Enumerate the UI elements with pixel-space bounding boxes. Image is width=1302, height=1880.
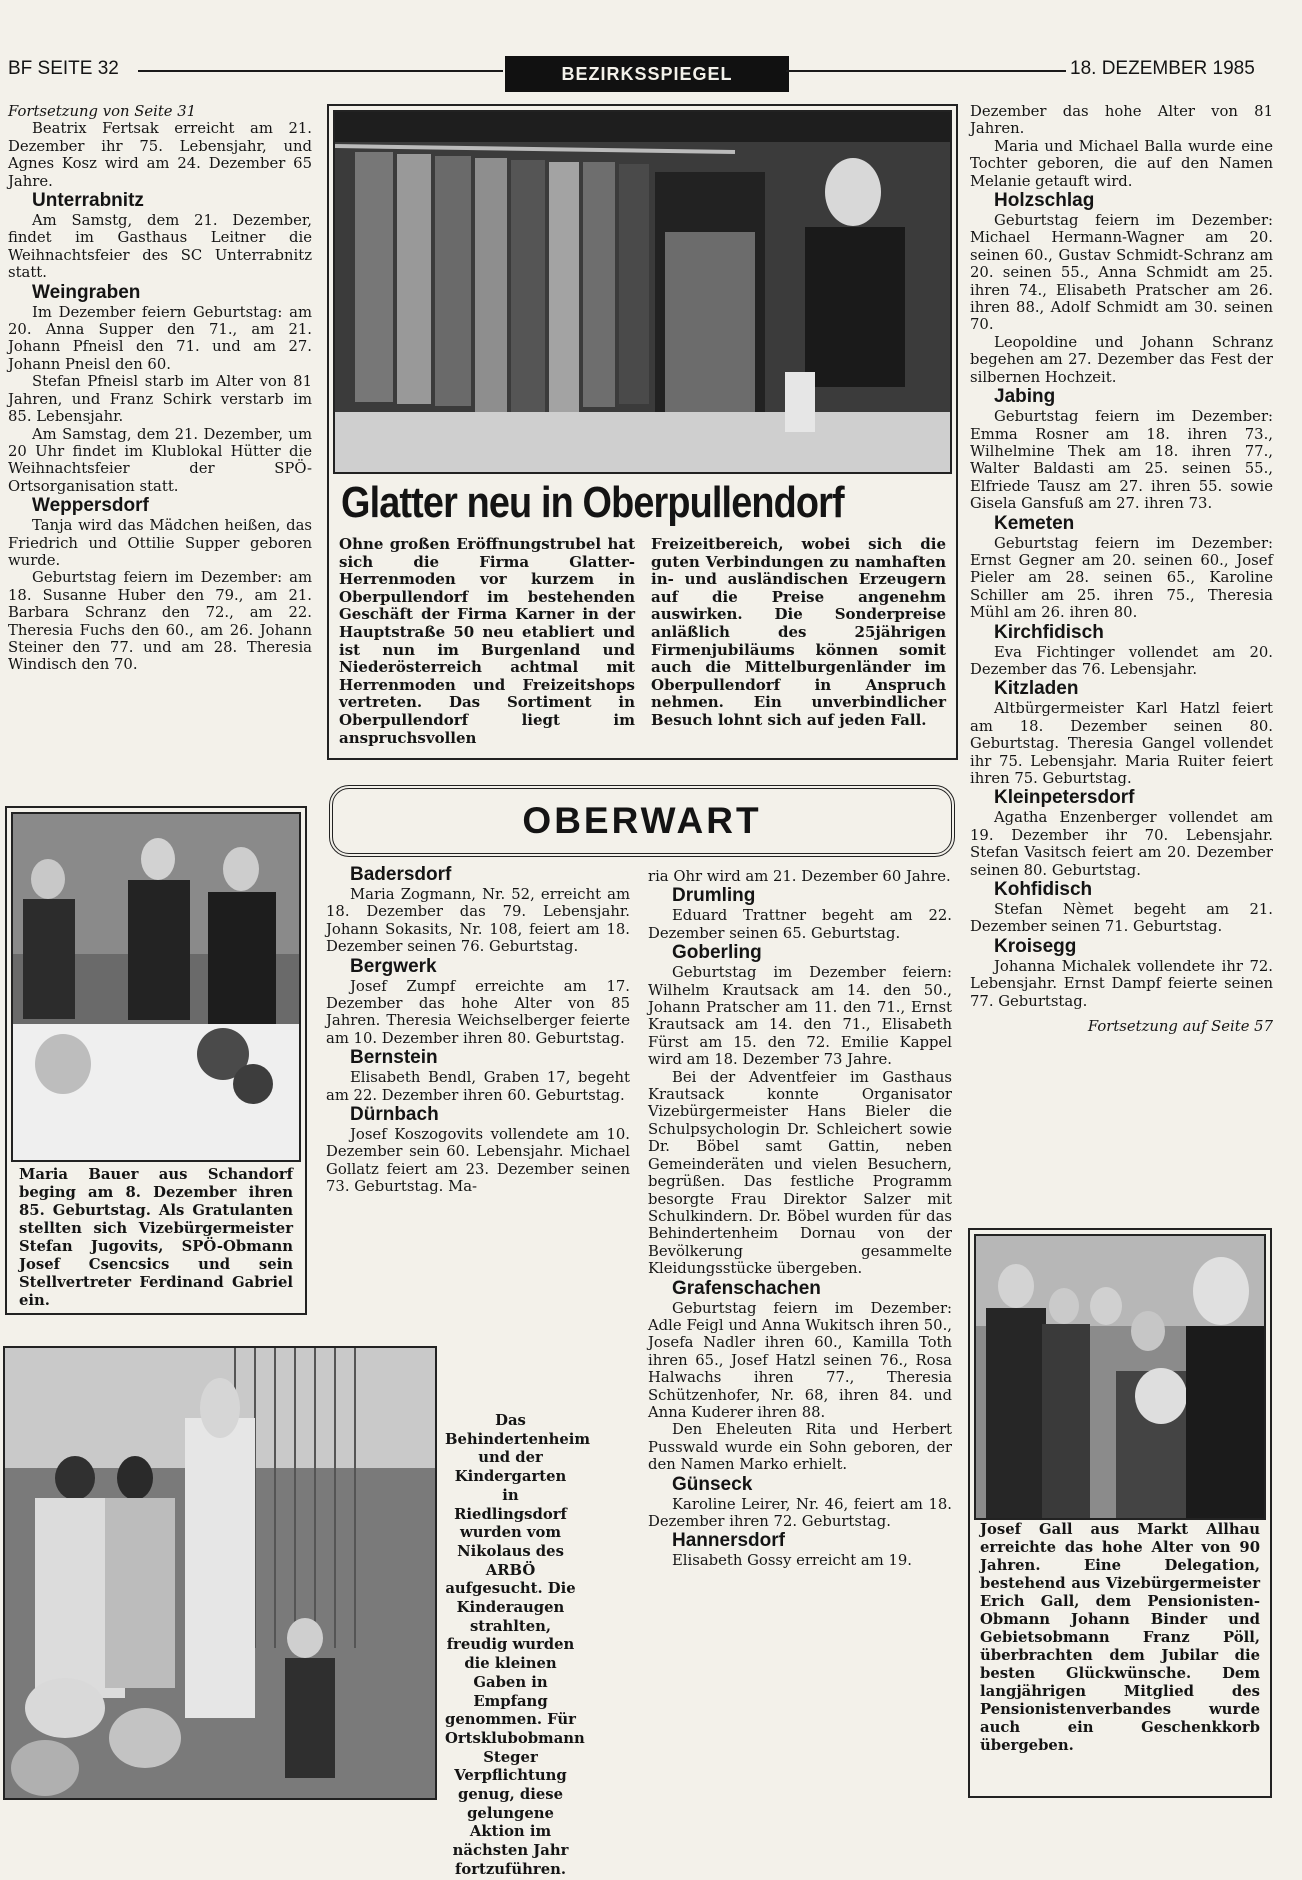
gall-photo-box bbox=[968, 1228, 1272, 1798]
paragraph: Geburtstag feiern im Dezember: Michael Hermann-Wagner am 20. seinen 60., Gustav Schmidt-Schranz am 20. seinen 55., Anna Schmidt am 25. ihren 74., Elisabeth Pratscher am 26. ihren 88., Adolf Schmidt am 30. seinen 70. bbox=[970, 212, 1273, 334]
header-rule-right bbox=[786, 70, 1066, 72]
continued-from: Fortsetzung von Seite 31 bbox=[8, 103, 197, 120]
paragraph: Stefan Pfneisl starb im Alter von 81 Jahren, und Franz Schirk verstarb im 85. Lebensjahr. bbox=[8, 373, 312, 426]
place-heading: Kirchfidisch bbox=[994, 621, 1104, 643]
place-heading: Goberling bbox=[672, 942, 762, 964]
paragraph: Geburtstag feiern im Dezember: Adle Feigl und Anna Wukitsch ihren 50., Josefa Nadler ihren 60., Kamilla Toth ihren 65., Josef Hatzl seinen 76., Rosa Halwachs ihren 77., Theresia Schützenhofer, Nr. 68, ihren 84. und Anna Kuderer ihren 88. bbox=[648, 1299, 952, 1421]
bauer-photo bbox=[11, 812, 301, 1162]
place-heading: Unterrabnitz bbox=[32, 190, 144, 212]
bauer-caption: Maria Bauer aus Schandorf beging am 8. Dezember ihren 85. Geburtstag. Als Gratulanten stellten sich Vizebürgermeister Stefan Jugovits, SPÖ-Obmann Josef Csencsics und sein Stellvertreter Ferdinand Gabriel ein. bbox=[19, 1166, 293, 1309]
paragraph: Josef Zumpf erreichte am 17. Dezember das hohe Alter von 85 Jahren. Theresia Weichselberger feierte am 10. Dezember ihren 80. Geburtstag. bbox=[326, 977, 630, 1047]
paragraph: Am Samstg, dem 21. Dezember, findet im Gasthaus Leitner die Weihnachtsfeier des SC Unterrabnitz statt. bbox=[8, 212, 312, 282]
place-heading: Weppersdorf bbox=[32, 495, 149, 517]
paragraph: Johanna Michalek vollendete ihr 72. Lebensjahr. Ernst Dampf feierte seinen 77. Geburtstag. bbox=[970, 957, 1273, 1010]
paragraph: Elisabeth Gossy erreicht am 19. bbox=[672, 1552, 913, 1570]
page-number: BF SEITE 32 bbox=[8, 58, 119, 79]
feature-lead-left bbox=[339, 536, 635, 747]
paragraph: Altbürgermeister Karl Hatzl feiert am 18. Dezember seinen 80. Geburtstag. Theresia Gangel vollendet ihr 75. Lebensjahr. Maria Ruiter feiert ihren 75. Geburtstag. bbox=[970, 700, 1273, 787]
shop-photo bbox=[333, 110, 952, 474]
place-heading: Hannersdorf bbox=[672, 1530, 785, 1552]
place-heading: Grafenschachen bbox=[672, 1277, 821, 1299]
place-heading: Dürnbach bbox=[350, 1104, 439, 1126]
paragraph: Agatha Enzenberger vollendet am 19. Dezember ihr 70. Lebensjahr. Stefan Vasitsch feiert am 20. Dezember seinen 80. Geburtstag. bbox=[970, 809, 1273, 879]
oberwart-banner: OBERWART bbox=[329, 785, 955, 857]
column-4 bbox=[970, 103, 1273, 1035]
column-1 bbox=[8, 103, 312, 674]
feature-lead-right bbox=[651, 536, 946, 730]
paragraph: Tanja wird das Mädchen heißen, das Friedrich und Ottilie Supper geboren wurde. bbox=[8, 517, 312, 569]
place-heading: Bernstein bbox=[350, 1047, 438, 1069]
gall-caption: Josef Gall aus Markt Allhau erreichte das hohe Alter von 90 Jahren. Eine Delegation, bestehend aus Vizebürgermeister Erich Gall, dem Pensionisten-Obmann Johann Binder und Gebietsobmann Franz Pöll, überbrachten dem Jubilar die besten Glückwünsche. Dem langjährigen Mitglied des Pensionistenverbandes wurde auch ein Geschenkkorb übergeben. bbox=[980, 1521, 1260, 1754]
oberwart-column-b bbox=[648, 868, 952, 1570]
paragraph: Geburtstag im Dezember feiern: Wilhelm Krautsack am 14. den 50., Johann Pratscher am 11. den 71., Ernst Krautsack am 14. den 71., Elisabeth Fürst am 15. den 72. Emilie Kappel wird am 18. Dezember 73 Jahre. bbox=[648, 964, 952, 1069]
paragraph: ria Ohr wird am 21. Dezember 60 Jahre. bbox=[648, 868, 951, 885]
continued-to: Fortsetzung auf Seite 57 bbox=[1087, 1018, 1273, 1036]
paragraph: Am Samstag, dem 21. Dezember, um 20 Uhr findet im Klublokal Hütter die Weihnachtsfeier der SPÖ-Ortsorganisation statt. bbox=[8, 425, 312, 495]
paragraph: Maria Zogmann, Nr. 52, erreicht am 18. Dezember das 79. Lebensjahr. Johann Sokasits, Nr. 108, feiert am 18. Dezember seinen 76. Geburtstag. bbox=[326, 886, 630, 956]
place-heading: Kleinpetersdorf bbox=[994, 787, 1135, 809]
paragraph: Eduard Trattner begeht am 22. Dezember seinen 65. Geburtstag. bbox=[648, 907, 952, 942]
bauer-photo-box bbox=[5, 806, 307, 1315]
paragraph: Im Dezember feiern Geburtstag: am 20. Anna Supper den 71., am 21. Johann Pfneisl den 71. und am 27. Johann Pneisl den 60. bbox=[8, 303, 312, 373]
paragraph: Karoline Leirer, Nr. 46, feiert am 18. Dezember ihren 72. Geburtstag. bbox=[648, 1495, 952, 1530]
place-heading: Jabing bbox=[994, 386, 1056, 408]
paragraph: Geburtstag feiern im Dezember: am 18. Susanne Huber den 79., am 21. Barbara Schranz den 72., am 22. Theresia Fuchs den 60., am 26. Johann Steiner den 77. und am 28. Theresia Windisch den 70. bbox=[8, 569, 312, 674]
oberwart-column-a bbox=[326, 864, 630, 1196]
paragraph: Bei der Adventfeier im Gasthaus Krautsack konnte Organisator Vizebürgermeister Hans Bieler die Schulpsychologin Dr. Schleichert sowie Dr. Böbel samt Gattin, neben Gemeinderäten und vielen Besuchern, begrüßen. Das festliche Programm besorgte Frau Direktor Salzer mit Schulkindern. Dr. Böbel wurden für das Behindertenheim Dornau von der Bevölkerung gesammelte Kleidungsstücke übergeben. bbox=[648, 1068, 952, 1278]
paragraph: Beatrix Fertsak erreicht am 21. Dezember ihr 75. Lebensjahr, und Agnes Kosz wird am 24. Dezember 65 Jahre. bbox=[8, 120, 312, 190]
place-heading: Kohfidisch bbox=[994, 879, 1093, 901]
place-heading: Bergwerk bbox=[350, 955, 437, 977]
place-heading: Günseck bbox=[672, 1473, 753, 1495]
paragraph: Ohne großen Eröffnungstrubel hat sich die Firma Glatter-Herrenmoden vor kurzem in Oberpullendorf im bestehenden Geschäft der Firma Karner in der Hauptstraße 50 neu etabliert und ist nun im Burgenland und Niederösterreich achtmal mit Herrenmoden und Freizeitshops vertreten. Das Sortiment in Oberpullendorf liegt im anspruchsvollen bbox=[339, 535, 635, 747]
place-heading: Weingraben bbox=[32, 281, 141, 303]
feature-headline: Glatter neu in Oberpullendorf bbox=[341, 478, 844, 527]
header-rule-left bbox=[138, 70, 503, 72]
paragraph: Dezember das hohe Alter von 81 Jahren. bbox=[970, 103, 1273, 138]
nikolaus-photo bbox=[5, 1348, 435, 1798]
paragraph: Elisabeth Bendl, Graben 17, begeht am 22. Dezember ihren 60. Geburtstag. bbox=[326, 1069, 630, 1104]
paragraph: Leopoldine und Johann Schranz begehen am 27. Dezember das Fest der silbernen Hochzeit. bbox=[970, 333, 1273, 386]
nikolaus-photo-box bbox=[3, 1346, 437, 1800]
issue-date: 18. DEZEMBER 1985 bbox=[1070, 58, 1255, 79]
paragraph: Maria und Michael Balla wurde eine Tochter geboren, die auf den Namen Melanie getauft wird. bbox=[970, 137, 1273, 190]
place-heading: Kemeten bbox=[994, 512, 1075, 534]
place-heading: Drumling bbox=[672, 885, 756, 907]
feature-box bbox=[327, 104, 958, 760]
paragraph: Eva Fichtinger vollendet am 20. Dezember das 76. Lebensjahr. bbox=[970, 643, 1273, 678]
section-label: BEZIRKSSPIEGEL bbox=[505, 56, 789, 92]
paragraph: Den Eheleuten Rita und Herbert Pusswald wurde ein Sohn geboren, der den Namen Marko erhielt. bbox=[648, 1421, 952, 1474]
paragraph: Stefan Nèmet begeht am 21. Dezember seinen 71. Geburtstag. bbox=[970, 901, 1273, 936]
paragraph: Josef Koszogovits vollendete am 10. Dezember sein 60. Lebensjahr. Michael Gollatz feiert am 23. Dezember seinen 73. Geburtstag. Ma- bbox=[326, 1126, 630, 1196]
place-heading: Kitzladen bbox=[994, 678, 1079, 700]
gall-photo bbox=[974, 1234, 1266, 1520]
nikolaus-caption: Das Behindertenheim und der Kindergarten in Riedlingsdorf wurden vom Nikolaus des ARBÖ aufgesucht. Die Kinderaugen strahlten, freudig wurden die kleinen Gaben in Empfang genommen. Für Ortsklubobmann Steger Verpflichtung genug, diese gelungene Aktion im nächsten Jahr fortzuführen. bbox=[445, 1412, 591, 1878]
place-heading: Badersdorf bbox=[350, 864, 452, 885]
paragraph: Geburtstag feiern im Dezember: Ernst Gegner am 20. seinen 60., Josef Pieler am 28. seinen 65., Karoline Schiller am 25. ihren 75., Theresia Mühl am 26. ihren 80. bbox=[970, 534, 1273, 622]
paragraph: Freizeitbereich, wobei sich die guten Verbindungen zu namhaften in- und ausländischen Erzeugern auf die Preise angenehm auswirken. Die Sonderpreise anläßlich des 25jährigen Firmenjubiläums können somit auch die Mittelburgenländer im Oberpullendorf in Anspruch nehmen. Ein unverbindlicher Besuch lohnt sich auf jeden Fall. bbox=[651, 535, 946, 729]
place-heading: Holzschlag bbox=[994, 190, 1095, 212]
paragraph: Geburtstag feiern im Dezember: Emma Rosner am 18. ihren 73., Wilhelmine Thek am 18. ihren 77., Walter Baldasti am 25. seinen 55., Elfriede Tausz am 27. ihren 55. sowie Gisela Gansfuß am 27. ihren 73. bbox=[970, 408, 1273, 513]
place-heading: Kroisegg bbox=[994, 935, 1077, 957]
